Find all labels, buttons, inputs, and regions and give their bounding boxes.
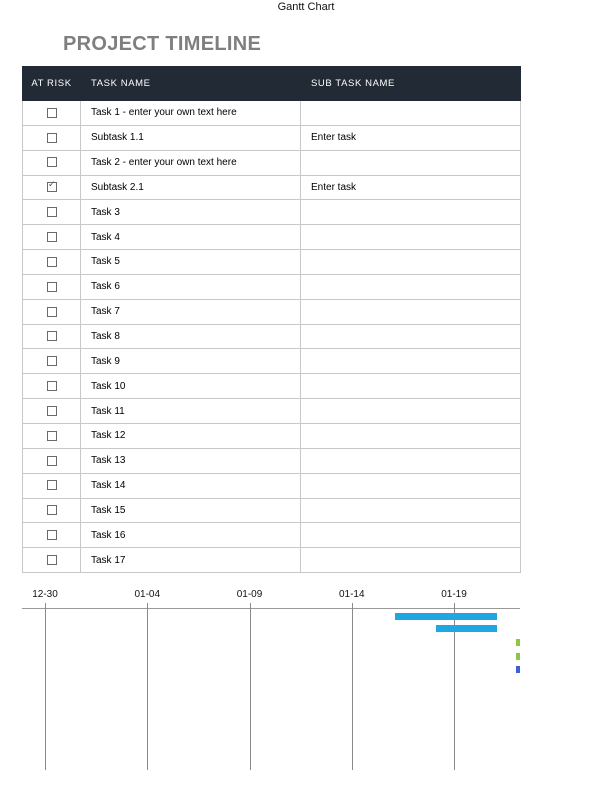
subtask-name-cell[interactable] [301, 423, 521, 448]
table-row [23, 399, 521, 424]
at-risk-cell [23, 200, 81, 225]
subtask-name-cell[interactable] [301, 349, 521, 374]
at-risk-checkbox[interactable] [47, 356, 57, 366]
at-risk-checkbox[interactable] [47, 108, 57, 118]
at-risk-cell [23, 101, 81, 126]
table-row [23, 473, 521, 498]
task-name-cell[interactable]: Task 8 [81, 324, 301, 349]
at-risk-checkbox[interactable] [47, 307, 57, 317]
timeline-tick-label: 01-04 [134, 589, 161, 600]
page-title: PROJECT TIMELINE [63, 33, 262, 55]
task-name-cell[interactable]: Task 7 [81, 299, 301, 324]
column-header-task-name: TASK NAME [81, 67, 301, 101]
document-header: Gantt Chart [277, 1, 335, 13]
task-name-cell[interactable]: Task 16 [81, 523, 301, 548]
subtask-name-cell[interactable] [301, 274, 521, 299]
table-header-row [23, 67, 521, 101]
subtask-name-cell[interactable] [301, 473, 521, 498]
task-name-cell[interactable]: Task 1 - enter your own text here [81, 101, 301, 126]
subtask-name-cell[interactable] [301, 225, 521, 250]
timeline-axis [22, 608, 520, 609]
at-risk-checkbox[interactable] [47, 555, 57, 565]
task-name-cell[interactable]: Task 4 [81, 225, 301, 250]
subtask-name-cell[interactable] [301, 448, 521, 473]
at-risk-cell [23, 150, 81, 175]
at-risk-cell [23, 374, 81, 399]
subtask-name-cell[interactable] [301, 374, 521, 399]
task-name-cell[interactable]: Task 5 [81, 250, 301, 275]
at-risk-cell [23, 548, 81, 573]
subtask-name-cell[interactable] [301, 399, 521, 424]
at-risk-checkbox[interactable] [47, 232, 57, 242]
at-risk-cell [23, 250, 81, 275]
at-risk-cell [23, 399, 81, 424]
task-table [22, 66, 521, 573]
timeline-tick-label: 01-19 [441, 589, 467, 600]
at-risk-checkbox[interactable] [47, 406, 57, 416]
timeline-tick-label: 12-30 [32, 589, 58, 600]
subtask-name-cell[interactable] [301, 523, 521, 548]
subtask-name-cell[interactable] [301, 150, 521, 175]
subtask-name-cell[interactable] [301, 299, 521, 324]
table-row [23, 175, 521, 200]
subtask-name-cell[interactable]: Enter task [301, 125, 521, 150]
at-risk-cell [23, 423, 81, 448]
at-risk-cell [23, 498, 81, 523]
gantt-bar[interactable] [516, 639, 520, 646]
table-row [23, 125, 521, 150]
gantt-bar[interactable] [436, 625, 497, 632]
table-row [23, 200, 521, 225]
at-risk-cell [23, 448, 81, 473]
table-row [23, 548, 521, 573]
timeline-tick-label: 01-09 [236, 589, 263, 600]
at-risk-cell [23, 299, 81, 324]
gantt-chart [0, 580, 612, 792]
subtask-name-cell[interactable]: Enter task [301, 175, 521, 200]
timeline-grid-line [147, 603, 148, 770]
task-name-cell[interactable]: Subtask 1.1 [81, 125, 301, 150]
at-risk-checkbox[interactable] [47, 257, 57, 267]
gantt-bar[interactable] [516, 653, 520, 660]
at-risk-checkbox[interactable] [47, 530, 57, 540]
table-row [23, 498, 521, 523]
at-risk-cell [23, 324, 81, 349]
subtask-name-cell[interactable] [301, 324, 521, 349]
subtask-name-cell[interactable] [301, 250, 521, 275]
table-row [23, 299, 521, 324]
task-name-cell[interactable]: Task 11 [81, 399, 301, 424]
column-header-at-risk: AT RISK [23, 67, 81, 101]
at-risk-cell [23, 473, 81, 498]
at-risk-checkbox[interactable] [47, 431, 57, 441]
table-row [23, 225, 521, 250]
task-name-cell[interactable]: Subtask 2.1 [81, 175, 301, 200]
at-risk-checkbox[interactable] [47, 182, 57, 192]
timeline-grid-line [45, 603, 46, 770]
subtask-name-cell[interactable] [301, 200, 521, 225]
timeline-grid-line [250, 603, 251, 770]
gantt-bar[interactable] [516, 666, 520, 673]
gantt-bar[interactable] [395, 613, 497, 620]
task-name-cell[interactable]: Task 6 [81, 274, 301, 299]
at-risk-checkbox[interactable] [47, 331, 57, 341]
subtask-name-cell[interactable] [301, 498, 521, 523]
subtask-name-cell[interactable] [301, 101, 521, 126]
at-risk-checkbox[interactable] [47, 207, 57, 217]
table-row [23, 423, 521, 448]
table-row [23, 374, 521, 399]
task-table-body [23, 101, 521, 573]
timeline-grid-line [352, 603, 353, 770]
table-row [23, 250, 521, 275]
task-name-cell[interactable]: Task 14 [81, 473, 301, 498]
at-risk-checkbox[interactable] [47, 456, 57, 466]
task-name-cell[interactable]: Task 13 [81, 448, 301, 473]
at-risk-cell [23, 274, 81, 299]
column-header-subtask-name: SUB TASK NAME [301, 67, 521, 101]
task-name-cell[interactable]: Task 10 [81, 374, 301, 399]
table-row [23, 324, 521, 349]
at-risk-checkbox[interactable] [47, 282, 57, 292]
task-name-cell[interactable]: Task 12 [81, 423, 301, 448]
task-name-cell[interactable]: Task 17 [81, 548, 301, 573]
task-name-cell[interactable]: Task 3 [81, 200, 301, 225]
table-row [23, 523, 521, 548]
at-risk-checkbox[interactable] [47, 381, 57, 391]
task-name-cell[interactable]: Task 2 - enter your own text here [81, 150, 301, 175]
at-risk-cell [23, 523, 81, 548]
subtask-name-cell[interactable] [301, 548, 521, 573]
at-risk-checkbox[interactable] [47, 133, 57, 143]
table-row [23, 150, 521, 175]
timeline-tick-label: 01-14 [338, 589, 365, 600]
table-row [23, 448, 521, 473]
at-risk-cell [23, 349, 81, 374]
at-risk-checkbox[interactable] [47, 480, 57, 490]
table-row [23, 274, 521, 299]
table-row [23, 101, 521, 126]
table-row [23, 349, 521, 374]
task-name-cell[interactable]: Task 15 [81, 498, 301, 523]
at-risk-cell [23, 125, 81, 150]
task-name-cell[interactable]: Task 9 [81, 349, 301, 374]
at-risk-checkbox[interactable] [47, 157, 57, 167]
at-risk-checkbox[interactable] [47, 505, 57, 515]
at-risk-cell [23, 175, 81, 200]
at-risk-cell [23, 225, 81, 250]
